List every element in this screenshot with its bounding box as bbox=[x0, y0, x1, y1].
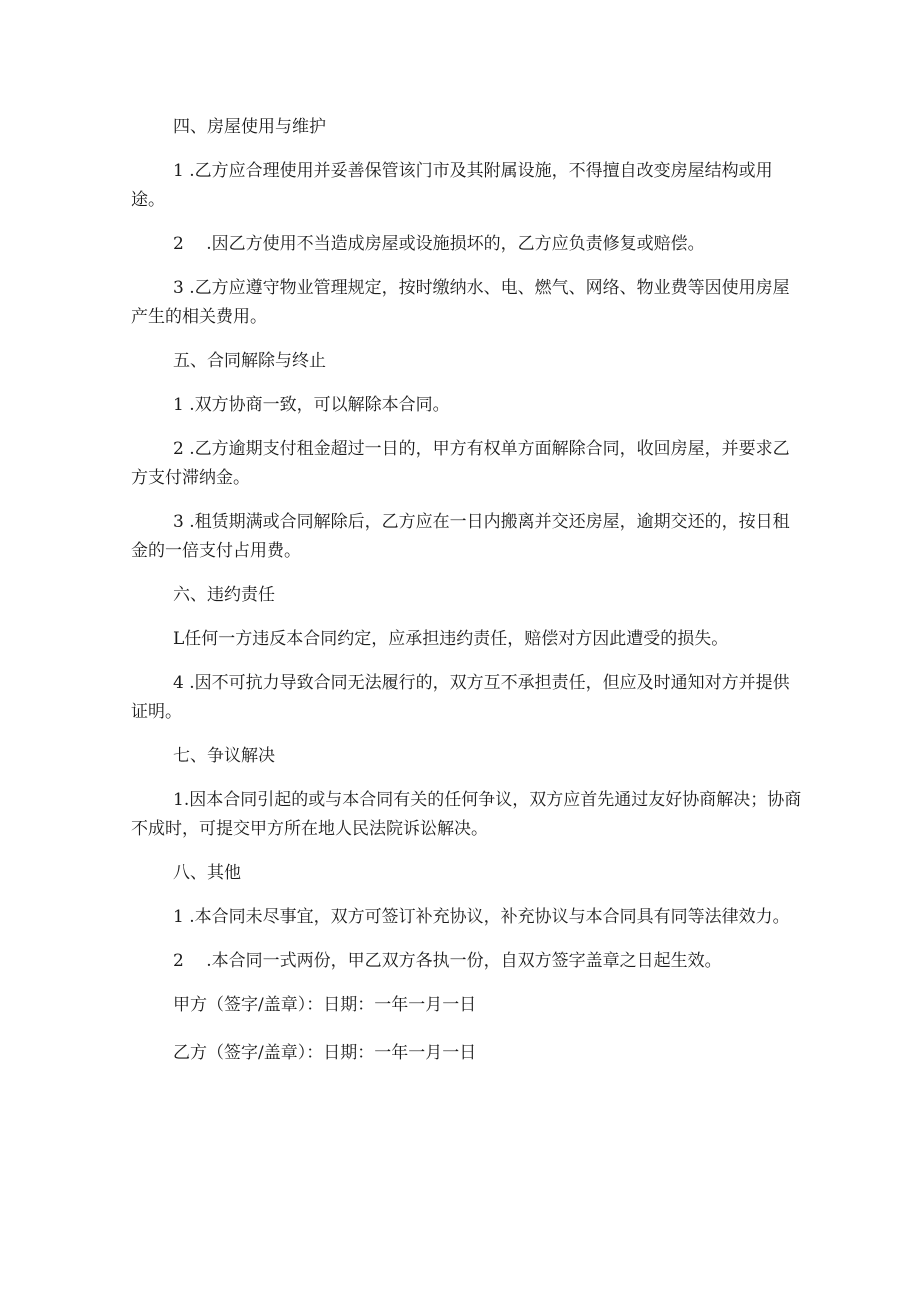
clause-7-1: 1.因本合同引起的或与本合同有关的任何争议，双方应首先通过友好协商解决；协商不成时，可提交甲方所在地人民法院诉讼解决。 bbox=[131, 790, 802, 839]
signature-line-party-a: 甲方（签字/盖章）：日期：一年一月一日 bbox=[173, 995, 477, 1015]
section-heading-liability: 六、违约责任 bbox=[173, 585, 275, 605]
section-heading-usage-maintenance: 四、房屋使用与维护 bbox=[173, 117, 326, 137]
document-body bbox=[131, 113, 803, 1087]
section-heading-dispute: 七、争议解决 bbox=[173, 746, 275, 766]
clause-8-1: 1 .本合同未尽事宜，双方可签订补充协议，补充协议与本合同具有同等法律效力。 bbox=[173, 907, 790, 927]
clause-6-1: L任何一方违反本合同约定，应承担违约责任，赔偿对方因此遭受的损失。 bbox=[173, 629, 729, 649]
clause-4-3: 3 .乙方应遵守物业管理规定，按时缴纳水、电、燃气、网络、物业费等因使用房屋产生的相关费用。 bbox=[131, 278, 790, 327]
section-heading-termination: 五、合同解除与终止 bbox=[173, 351, 326, 371]
clause-4-1: 1 .乙方应合理使用并妥善保管该门市及其附属设施，不得擅自改变房屋结构或用途。 bbox=[131, 161, 773, 210]
signature-line-party-b: 乙方（签字/盖章）：日期：一年一月一日 bbox=[173, 1043, 477, 1063]
clause-5-2: 2 .乙方逾期支付租金超过一日的，甲方有权单方面解除合同，收回房屋，并要求乙方支付滞纳金。 bbox=[131, 439, 790, 488]
clause-8-2: 2 .本合同一式两份，甲乙双方各执一份，自双方签字盖章之日起生效。 bbox=[173, 951, 722, 971]
clause-5-3: 3 .租赁期满或合同解除后，乙方应在一日内搬离并交还房屋，逾期交还的，按日租金的一倍支付占用费。 bbox=[131, 512, 790, 561]
clause-4-2: 2 .因乙方使用不当造成房屋或设施损坏的，乙方应负责修复或赔偿。 bbox=[173, 234, 705, 254]
section-heading-other: 八、其他 bbox=[173, 863, 241, 883]
clause-6-2: 4 .因不可抗力导致合同无法履行的，双方互不承担责任，但应及时通知对方并提供证明。 bbox=[131, 673, 790, 722]
clause-5-1: 1 .双方协商一致，可以解除本合同。 bbox=[173, 395, 450, 415]
